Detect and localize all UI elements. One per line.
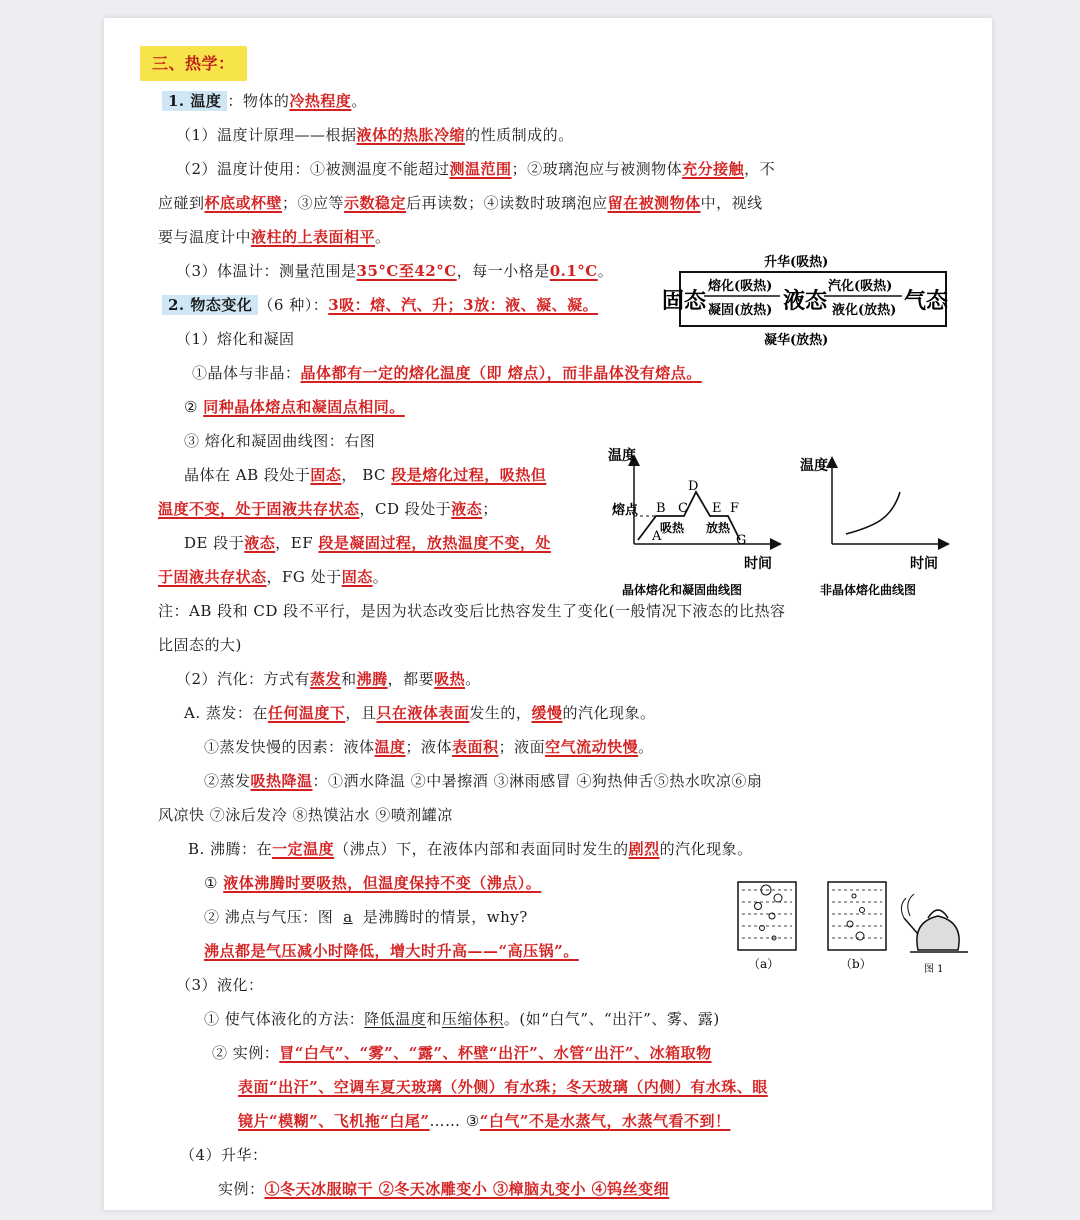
same-melting-freezing-point: ② 同种晶体熔点和凝固点相同。 [184, 398, 405, 416]
curve-reference: ③ 熔化和凝固曲线图：右图 [184, 432, 376, 450]
state-change-heading-line: 2. 物态变化 （6 种）：3吸：熔、汽、升；3放：液、凝、凝。 [162, 295, 598, 315]
de-ef-line1: DE 段于液态，EF 段是凝固过程，放热温度不变，处 [184, 534, 551, 552]
absorb-label: 吸热 [660, 521, 685, 535]
crystal-vs-amorphous: ①晶体与非晶：晶体都有一定的熔化温度（即 熔点），而非晶体没有熔点。 [192, 364, 702, 382]
amorphous-caption: 非晶体熔化曲线图 [820, 583, 917, 597]
ab-bc-line1: 晶体在 AB 段处于固态， BC 段是熔化过程，吸热但 [184, 466, 547, 484]
thermometer-usage-line1: （2）温度计使用：①被测温度不能超过测温范围；②玻璃泡应与被测物体充分接触，不 [176, 160, 776, 178]
liquefaction-heading: （3）液化： [176, 976, 264, 994]
sublimation-heading: （4）升华： [180, 1146, 268, 1164]
evaporation-cooling-line2: 风凉快 ⑦泳后发冷 ⑧热馍沾水 ⑨喷剂罐凉 [158, 806, 453, 824]
melting-subheading: （1）熔化和凝固 [176, 330, 295, 348]
point-c-label: C [678, 501, 688, 516]
note-line2: 比固态的大) [158, 636, 242, 654]
boiling-pressure-note: 沸点都是气压减小时降低，增大时升高——“高压锅”。 [204, 942, 579, 960]
thermometer-usage-line2: 应碰到杯底或杯壁；③应等示数稳定后再读数；④读数时玻璃泡应留在被测物体中，视线 [158, 194, 763, 212]
document-page [104, 18, 992, 1210]
evaporation-factors: ①蒸发快慢的因素：液体温度；液体表面积；液面空气流动快慢。 [204, 738, 654, 756]
vaporization-heading: （2）汽化：方式有蒸发和沸腾，都要吸热。 [176, 670, 481, 688]
temperature-heading-line: 1. 温度 ：物体的冷热程度。 [162, 91, 367, 111]
kettle-icon [901, 894, 968, 952]
note-line1: 注：AB 段和 CD 段不平行，是因为状态改变后比热容发生了变化(一般情况下液态的比热容 [158, 602, 786, 620]
liquefaction-label: 液化(放热) [832, 303, 897, 318]
point-a-label: A [652, 529, 662, 544]
point-d-label: D [688, 479, 699, 494]
deposition-label: 凝华(放热) [764, 333, 829, 348]
liquefaction-examples-line1: ② 实例：冒“白气”、“雾”、“露”、杯壁“出汗”、水管“出汗”、冰箱取物 [212, 1044, 712, 1062]
boiling-point-1: ① 液体沸腾时要吸热，但温度保持不变（沸点）。 [204, 874, 542, 892]
boiling-point-2: ② 沸点与气压：图 a 是沸腾时的情景，why? [204, 908, 528, 926]
point-f-label: F [730, 501, 740, 516]
crystal-caption: 晶体熔化和凝固曲线图 [622, 583, 743, 597]
boiling-figure [732, 876, 972, 974]
point-e-label: E [712, 501, 722, 516]
boiling-definition: B. 沸腾：在一定温度（沸点）下，在液体内部和表面同时发生的剧烈的汽化现象。 [188, 840, 753, 858]
de-ef-line2: 于固液共存状态，FG 处于固态。 [158, 568, 389, 586]
state-change-diagram [656, 252, 956, 348]
release-label: 放热 [706, 521, 731, 535]
liquid-label: 液态 [783, 288, 828, 314]
solid-label: 固态 [662, 288, 707, 314]
melting-point-label: 熔点 [612, 503, 639, 518]
point-g-label: G [736, 533, 747, 548]
evaporation-definition: A. 蒸发：在任何温度下，且只在液体表面发生的，缓慢的汽化现象。 [184, 704, 656, 722]
crystal-curve-chart [604, 444, 788, 604]
thermometer-principle: （1）温度计原理——根据液体的热胀冷缩的性质制成的。 [176, 126, 574, 144]
figure-1-label: 图 1 [924, 964, 944, 974]
vaporization-label: 汽化(吸热) [828, 279, 893, 294]
liquefaction-examples-line2: 表面“出汗”、空调车夏天玻璃（外侧）有水珠；冬天玻璃（内侧）有水珠、眼 [238, 1078, 768, 1096]
amorphous-y-label: 温度 [800, 458, 828, 474]
temperature-heading: 1. 温度 [162, 91, 227, 111]
gas-label: 气态 [904, 288, 949, 314]
point-b-label: B [656, 501, 666, 516]
liquefaction-examples-line3: 镜片“模糊”、飞机拖“白尾”…… ③“白气”不是水蒸气，水蒸气看不到！ [238, 1112, 731, 1130]
ab-bc-line2: 温度不变，处于固液共存状态，CD 段处于液态； [158, 500, 498, 518]
freezing-label: 凝固(放热) [708, 303, 773, 318]
figure-b-label: （b） [840, 957, 872, 971]
melting-label: 熔化(吸热) [708, 279, 773, 294]
amorphous-x-label: 时间 [910, 556, 938, 572]
state-change-heading: 2. 物态变化 [162, 295, 258, 315]
sublimation-label: 升华(吸热) [764, 255, 829, 270]
section-title: 三、热学： [140, 54, 247, 74]
figure-a-label: （a） [748, 957, 780, 971]
crystal-x-label: 时间 [744, 556, 772, 572]
clinical-thermometer: （3）体温计：测量范围是35°C至42°C，每一小格是0.1°C。 [176, 262, 614, 280]
liquefaction-methods: ① 使气体液化的方法：降低温度和压缩体积。(如“白气”、“出汗”、雾、露) [204, 1010, 720, 1028]
crystal-y-label: 温度 [608, 448, 636, 464]
thermometer-usage-line3: 要与温度计中液柱的上表面相平。 [158, 228, 391, 246]
evaporation-cooling-line1: ②蒸发吸热降温：①洒水降温 ②中暑擦酒 ③淋雨感冒 ④狗热伸舌⑤热水吹凉⑥扇 [204, 772, 763, 790]
sublimation-examples: 实例：①冬天冰服晾干 ②冬天冰雕变小 ③樟脑丸变小 ④钨丝变细 [218, 1180, 670, 1198]
amorphous-curve-chart [796, 444, 956, 604]
